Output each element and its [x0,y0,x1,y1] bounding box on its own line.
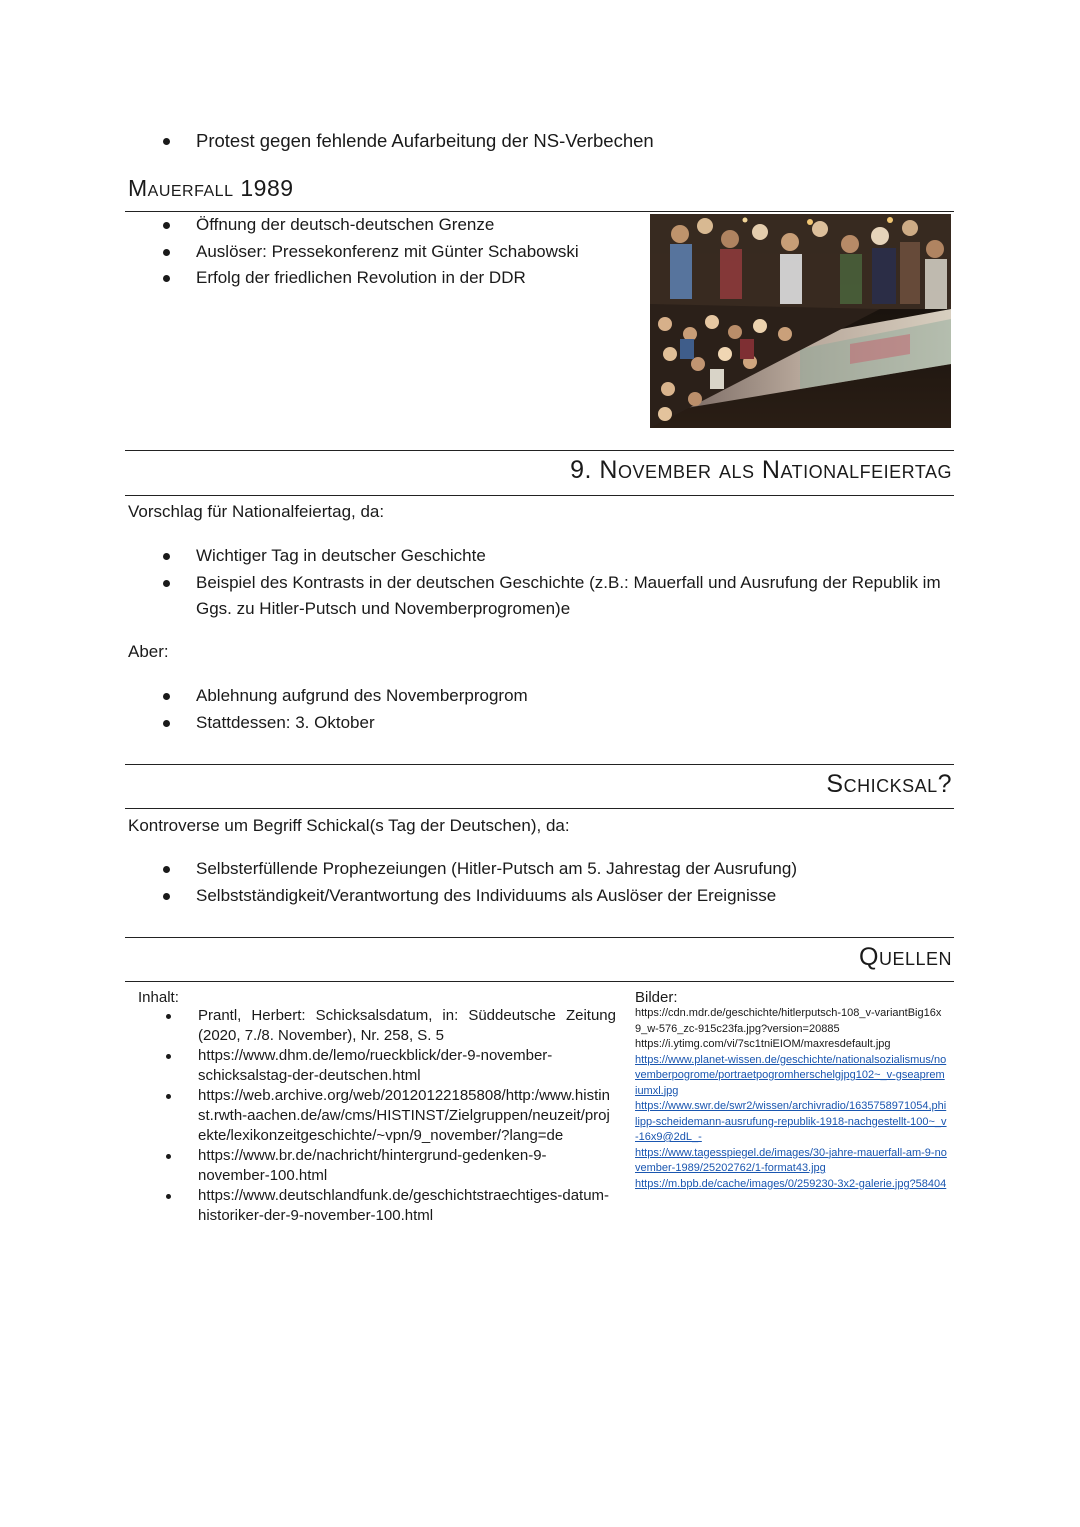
image-source-link[interactable]: https://m.bpb.de/cache/images/0/259230-3x2-galerie.jpg?58404 [635,1177,947,1190]
divider [125,495,954,496]
list-item: https://www.deutschlandfunk.de/geschichtstraechtiges-datum-historiker-der-9-november-100.html [132,1186,616,1226]
list-item: Beispiel des Kontrasts in der deutschen Geschichte (z.B.: Mauerfall und Ausrufung der Republik im Ggs. zu Hitler-Putsch und Novemberprogromen)e [128,570,954,623]
sources-images-column [635,989,947,1192]
divider [125,937,954,938]
image-source-text: https://cdn.mdr.de/geschichte/hitlerputsch-108_v-variantBig16x9_w-576_zc-915c23fa.jpg?version=20885 [635,1007,942,1035]
list-item: Prantl, Herbert: Schicksalsdatum, in: Süddeutsche Zeitung (2020, 7./8. November), Nr. 258, S. 5 [132,1006,616,1046]
schicksal-intro: Kontroverse um Begriff Schickal(s Tag der Deutschen), da: [128,816,570,835]
berlin-wall-photo [650,214,951,428]
list-item: Öffnung der deutsch-deutschen Grenze [128,212,628,239]
feiertag-bullet-list [128,543,954,623]
crowd-on-wall-image [650,214,951,428]
section-title-quellen: Quellen [859,943,952,971]
list-item: Protest gegen fehlende Aufarbeitung der NS-Verbechen [128,128,948,155]
image-sources-list [635,1006,947,1192]
image-source-link[interactable]: https://www.tagesspiegel.de/images/30-jahre-mauerfall-am-9-november-1989/25202762/1-format43.jpg [635,1146,947,1174]
sources-content-column [138,989,616,1226]
divider [125,808,954,809]
divider [125,450,954,451]
aber-label: Aber: [128,642,169,661]
list-item: Selbstständigkeit/Verantwortung des Individuums als Auslöser der Ereignisse [128,883,948,910]
list-item: Stattdessen: 3. Oktober [128,710,948,737]
schicksal-bullet-list [128,856,948,909]
list-item: https://www.br.de/nachricht/hintergrund-gedenken-9-november-100.html [132,1146,616,1186]
section-title-mauerfall: Mauerfall 1989 [128,175,294,201]
image-source-link[interactable]: https://www.swr.de/swr2/wissen/archivradio/1635758971054,philipp-scheidemann-ausrufung-republik-1918-nachgestellt-100~_v-16x9@2dL_- [635,1100,947,1143]
content-sources-list [132,1006,616,1226]
divider [125,981,954,982]
aber-bullet-list [128,683,948,736]
list-item: Wichtiger Tag in deutscher Geschichte [128,543,954,570]
divider [125,764,954,765]
list-item: Auslöser: Pressekonferenz mit Günter Schabowski [128,239,628,266]
image-source-link[interactable]: https://www.planet-wissen.de/geschichte/nationalsozialismus/novemberpogrome/portraetpogromherschelgjpg102~_v-gseapremiumxl.jpg [635,1053,947,1097]
list-item: Erfolg der friedlichen Revolution in der DDR [128,265,628,292]
top-bullet-list [128,128,948,155]
list-item: Selbsterfüllende Prophezeiungen (Hitler-Putsch am 5. Jahrestag der Ausrufung) [128,856,948,883]
section-title-schicksal: Schicksal? [826,770,952,798]
image-source-text: https://i.ytimg.com/vi/7sc1tniEIOM/maxresdefault.jpg [635,1038,891,1050]
list-item: Ablehnung aufgrund des Novemberprogrom [128,683,948,710]
inhalt-label: Inhalt: [138,989,179,1006]
list-item: https://www.dhm.de/lemo/rueckblick/der-9-november-schicksalstag-der-deutschen.html [132,1046,616,1086]
section-title-feiertag: 9. November als Nationalfeiertag [570,456,952,484]
mauerfall-bullet-list [128,212,628,292]
feiertag-intro: Vorschlag für Nationalfeiertag, da: [128,502,385,521]
bilder-label: Bilder: [635,989,678,1006]
list-item: https://web.archive.org/web/20120122185808/http:/www.histinst.rwth-aachen.de/aw/cms/HISTINST/Zielgruppen/neuzeit/projekte/lexikonzeitgeschichte/~vpn/9_november/?lang=de [132,1086,616,1146]
